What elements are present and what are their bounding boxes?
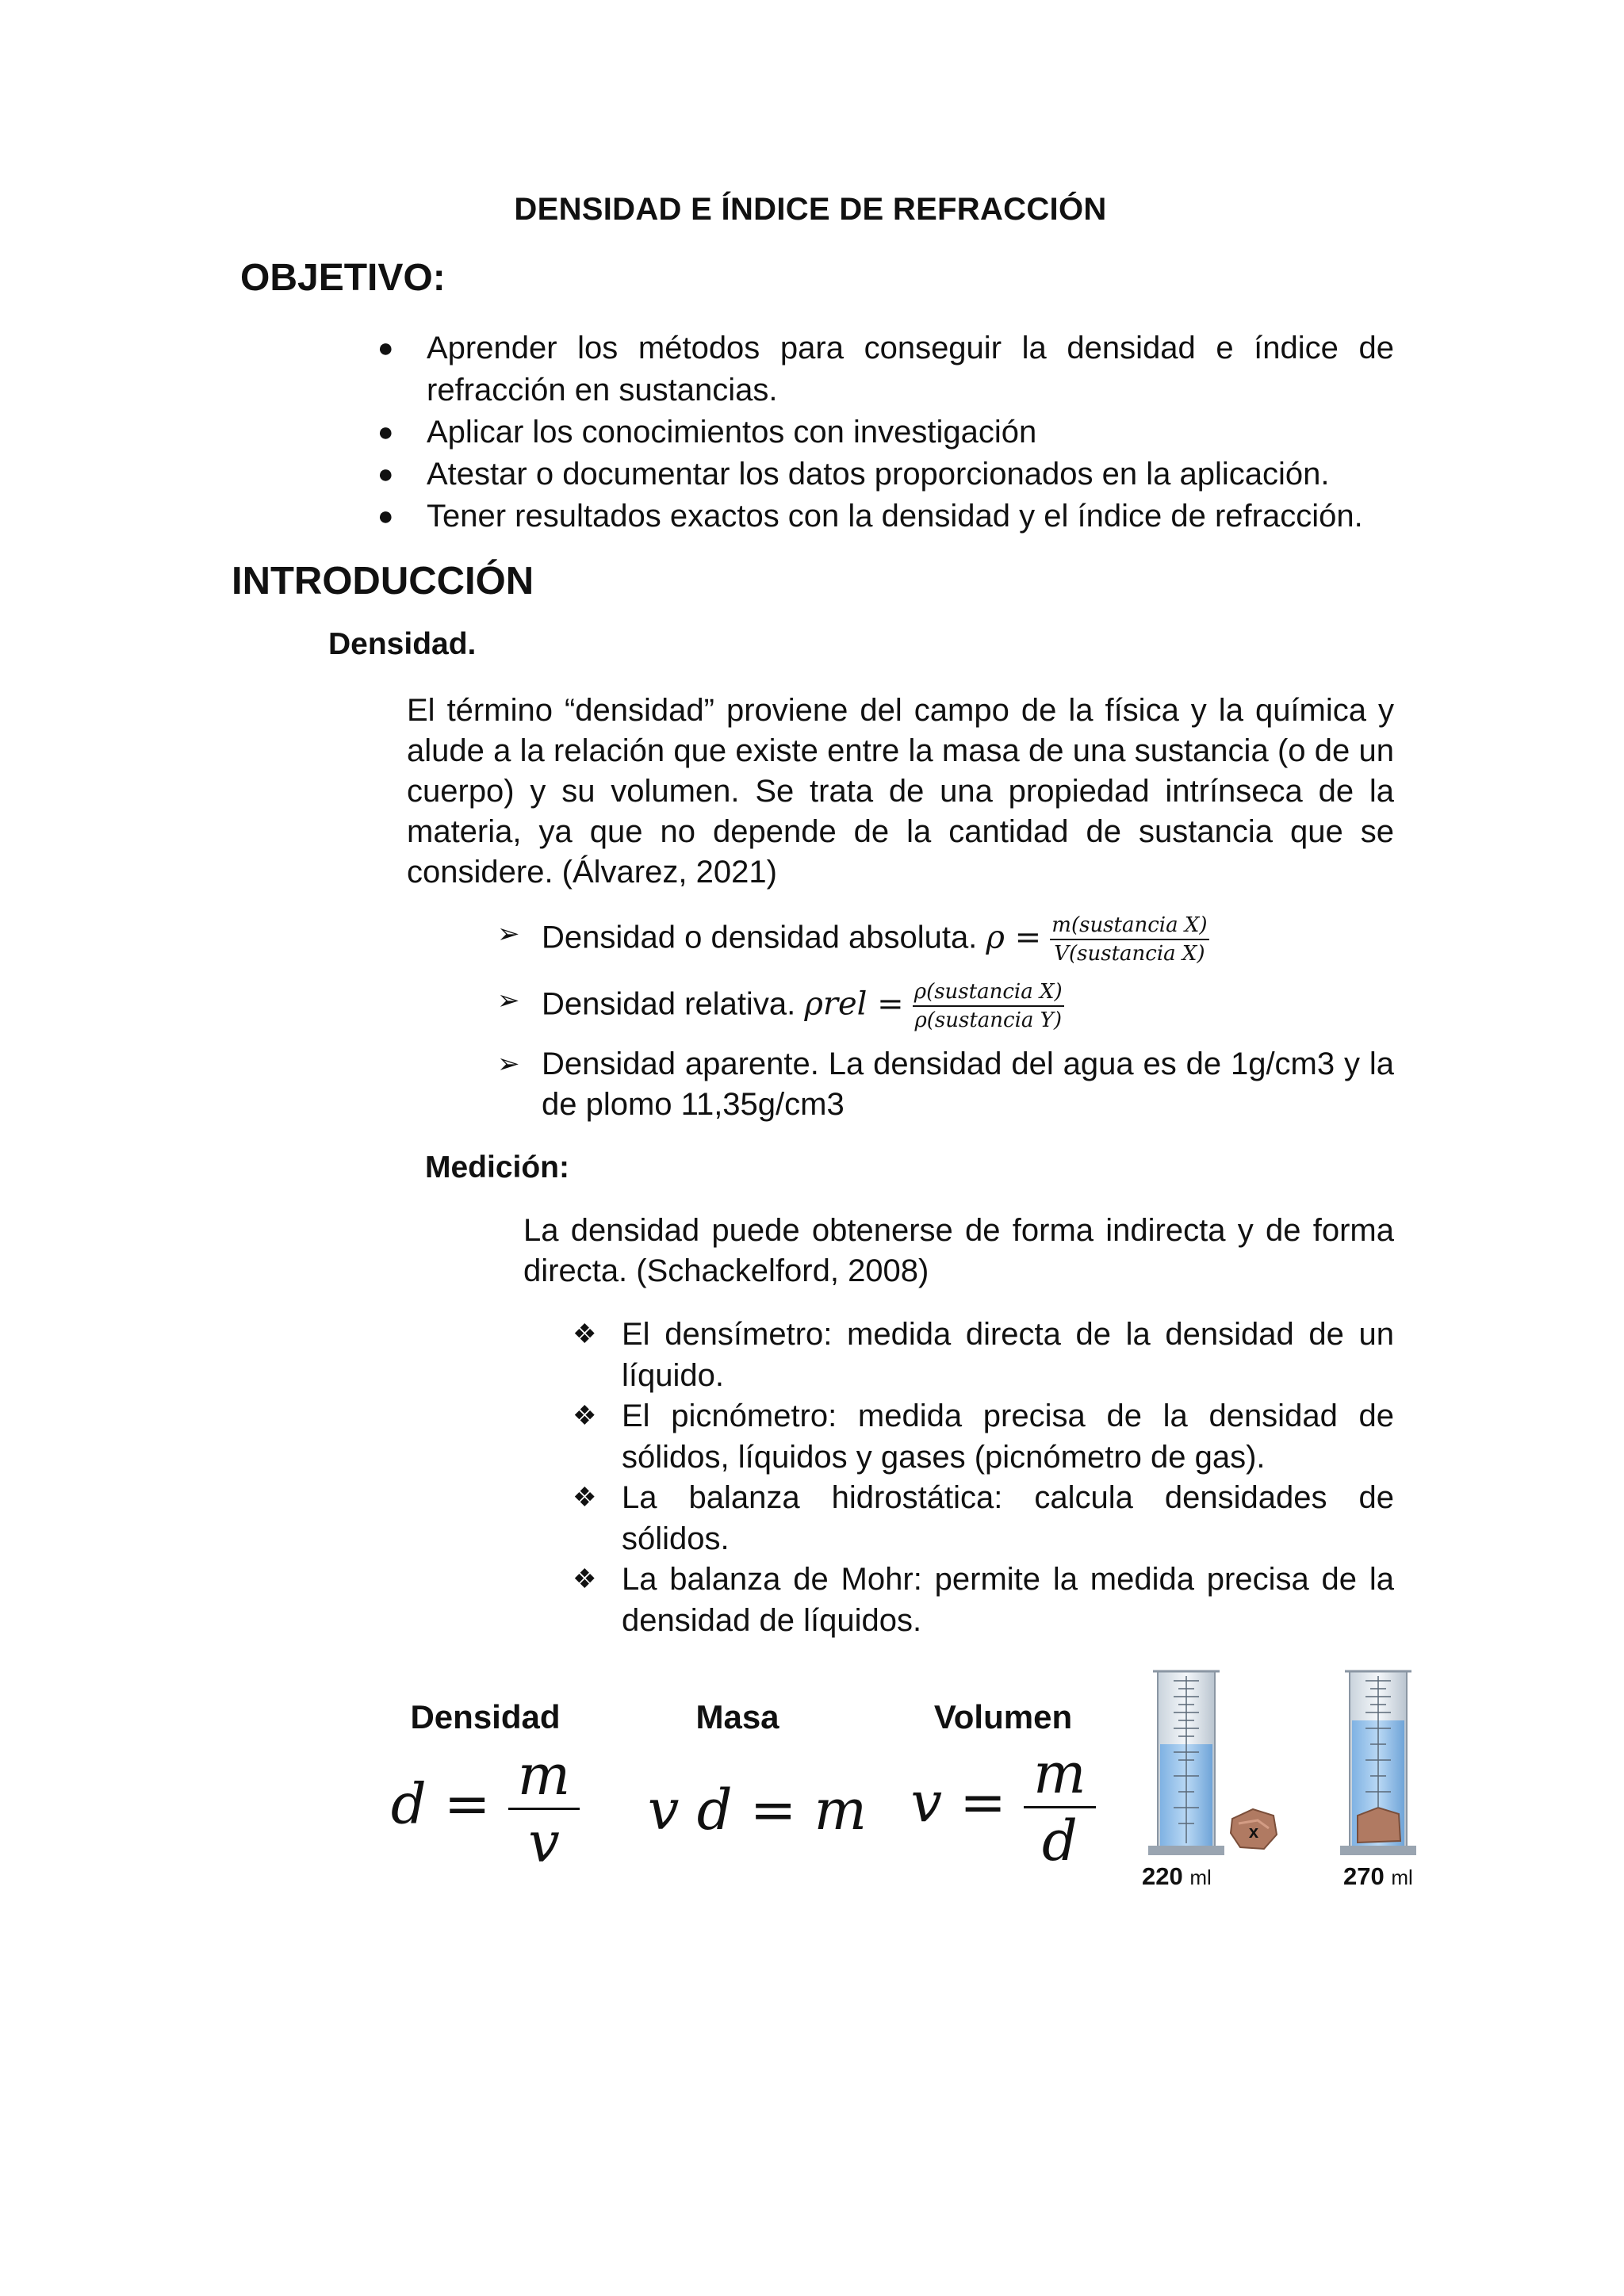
cylinder-value: 270: [1343, 1862, 1385, 1890]
fraction-numerator: m: [508, 1743, 580, 1810]
density-formula: [390, 1698, 580, 1875]
formula-lhs: d =: [390, 1771, 491, 1837]
fraction-denominator: V(sustancia X): [1054, 942, 1205, 966]
arrow-bullet-icon: ➢: [497, 919, 520, 949]
page-title: DENSIDAD E ÍNDICE DE REFRACCIÓN: [514, 192, 1107, 227]
fraction-numerator: m(sustancia X): [1050, 912, 1208, 940]
objetivo-heading: OBJETIVO:: [240, 257, 446, 299]
formula-title: Masa: [695, 1698, 779, 1735]
type-label: Densidad o densidad absoluta.: [542, 920, 978, 955]
formula-fraction: [1024, 1741, 1095, 1873]
bullet-icon: ●: [377, 333, 394, 363]
fraction-numerator: ρ(sustancia X): [913, 978, 1064, 1007]
formula-title: Volumen: [933, 1698, 1073, 1735]
mass-formula: [642, 1698, 872, 1843]
diamond-bullet-icon: ❖: [573, 1319, 597, 1349]
list-item: [497, 978, 1064, 1034]
bullet-icon: ●: [377, 459, 394, 489]
cylinder-value: 220: [1142, 1862, 1183, 1890]
medicion-list: [573, 1314, 1394, 1641]
fraction-denominator: v: [528, 1810, 560, 1875]
list-item: ❖ El densímetro: medida directa de la densidad de un líquido.: [622, 1314, 1394, 1396]
object-icon: [1231, 1809, 1277, 1849]
objetivo-list: [377, 327, 1394, 538]
densidad-paragraph: El término “densidad” proviene del campo de la física y la química y alude a la relación que existe entre la masa de una sustancia (o de un cuerpo) y su volumen. Se trata de una propiedad intrínseca de la materia, ya que no depende de la cantidad de sustancia que se considere. (Álvarez, 2021): [407, 693, 1394, 890]
diamond-bullet-icon: ❖: [573, 1483, 597, 1513]
object-mark: x: [1248, 1822, 1259, 1842]
list-item: ● Atestar o documentar los datos proporcionados en la aplicación.: [427, 453, 1394, 496]
arrow-bullet-icon: ➢: [497, 1049, 520, 1079]
formula-expression: v d = m: [647, 1777, 868, 1843]
volume-formula: [904, 1698, 1102, 1873]
diamond-bullet-icon: ❖: [573, 1401, 597, 1431]
formula-expression: [390, 1743, 580, 1875]
formula-fraction: [1050, 912, 1208, 967]
list-item: ❖ La balanza de Mohr: permite la medida precisa de la densidad de líquidos.: [622, 1559, 1394, 1641]
list-item: ● Aprender los métodos para conseguir la densidad e índice de refracción en sustancias.: [427, 327, 1394, 411]
cylinder-unit: ml: [1391, 1866, 1413, 1889]
arrow-bullet-icon: ➢: [497, 985, 520, 1016]
formula-fraction: [913, 978, 1064, 1034]
formula-fraction: [508, 1743, 580, 1875]
rho-rel-symbol: ρrel =: [804, 985, 904, 1023]
cylinder-2-label: [1343, 1862, 1413, 1891]
bullet-icon: ●: [377, 501, 394, 531]
graduated-cylinders-illustration: [1134, 1665, 1435, 1871]
fraction-denominator: ρ(sustancia Y): [914, 1008, 1062, 1032]
diamond-bullet-icon: ❖: [573, 1564, 597, 1594]
formula-expression: [904, 1741, 1102, 1873]
list-item: ● Aplicar los conocimientos con investigación: [427, 411, 1394, 453]
fraction-denominator: d: [1041, 1808, 1078, 1873]
fraction-numerator: m: [1024, 1741, 1095, 1808]
densidad-heading: Densidad.: [328, 627, 477, 661]
medicion-paragraph: La densidad puede obtenerse de forma indirecta y de forma directa. (Schackelford, 2008): [523, 1213, 1394, 1288]
list-item: ● Tener resultados exactos con la densidad y el índice de refracción.: [427, 496, 1394, 538]
cylinder-unit: ml: [1189, 1866, 1212, 1889]
type-label: Densidad relativa.: [542, 986, 796, 1022]
formula-title: Densidad: [410, 1698, 561, 1735]
list-item: ❖ La balanza hidrostática: calcula densidades de sólidos.: [622, 1478, 1394, 1559]
cylinder-1-label: [1142, 1862, 1212, 1891]
cylinder-270-icon: [1340, 1671, 1416, 1855]
introduccion-heading: INTRODUCCIÓN: [232, 560, 534, 603]
medicion-heading: Medición:: [425, 1150, 569, 1184]
list-item: ❖ El picnómetro: medida precisa de la densidad de sólidos, líquidos y gases (picnómetro de gas).: [622, 1396, 1394, 1478]
rho-symbol: ρ =: [986, 919, 1042, 956]
bullet-icon: ●: [377, 417, 394, 447]
list-item: [497, 1044, 1394, 1125]
formula-lhs: v =: [910, 1770, 1006, 1835]
list-item: [497, 912, 1209, 967]
cylinder-220-icon: [1148, 1671, 1224, 1855]
type-label: Densidad aparente. La densidad del agua es de 1g/cm3 y la de plomo 11,35g/cm3: [542, 1047, 1394, 1122]
